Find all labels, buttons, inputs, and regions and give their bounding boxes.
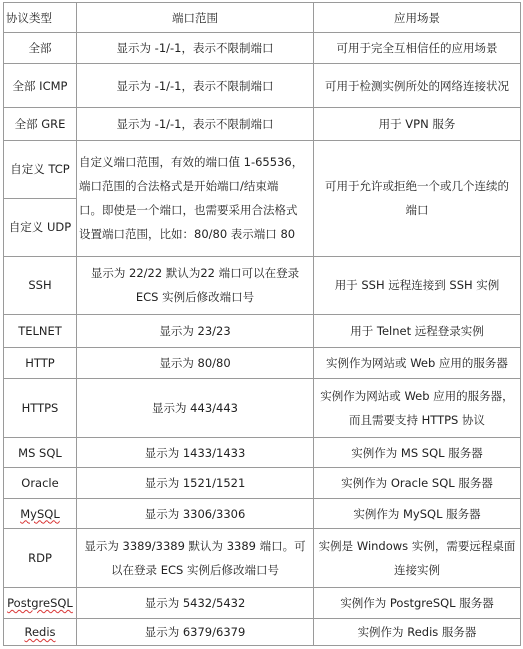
protocol-cell: HTTPS [4,379,77,438]
port-range-cell [77,529,314,588]
scenario-cell [314,379,521,438]
scenario-cell [314,140,521,256]
scenario-cell: 实例作为 Oracle SQL 服务器 [314,468,521,498]
protocol-cell: RDP [4,529,77,588]
protocol-cell: Oracle [4,468,77,498]
table-row [4,618,521,645]
protocol-cell: MySQL [4,498,77,528]
scenario-cell: 可用于完全互相信任的应用场景 [314,33,521,63]
protocol-cell: MS SQL [4,438,77,468]
port-range-line: 设置端口范围，比如：80/80 表示端口 80 [79,227,296,242]
scenario-line: 端口 [405,203,429,218]
table-row [4,347,521,378]
table-row [4,315,521,347]
port-range-line: 自定义端口范围，有效的端口值 1-65536， [79,155,304,170]
port-range-cell: 显示为 -1/-1，表示不限制端口 [77,33,314,63]
protocol-cell: HTTP [4,347,77,378]
table-row [4,498,521,528]
scenario-cell: 实例作为 MS SQL 服务器 [314,438,521,468]
scenario-line: 实例是 Windows 实例，需要远程桌面 [318,539,516,554]
port-range-line: 显示为 22/22 默认为22 端口可以在登录 [90,266,300,281]
table-row [4,140,521,198]
table-row [4,108,521,140]
port-range-cell: 显示为 6379/6379 [77,618,314,645]
port-range-line: 以在登录 ECS 实例后修改端口号 [111,563,279,578]
table-row [4,588,521,618]
scenario-line: 可用于允许或拒绝一个或几个连续的 [325,179,509,194]
table-row [4,529,521,588]
port-range-cell [77,256,314,315]
port-range-cell: 显示为 80/80 [77,347,314,378]
protocol-cell: 全部 GRE [4,108,77,140]
port-range-cell: 显示为 1521/1521 [77,468,314,498]
scenario-cell: 实例作为 MySQL 服务器 [314,498,521,528]
scenario-line: 连接实例 [394,563,440,578]
protocol-cell: 全部 ICMP [4,63,77,108]
header-port-range: 端口范围 [77,3,314,33]
port-range-cell: 显示为 443/443 [77,379,314,438]
scenario-cell: 实例作为 Redis 服务器 [314,618,521,645]
scenario-cell: 实例作为 PostgreSQL 服务器 [314,588,521,618]
port-range-cell: 显示为 -1/-1，表示不限制端口 [77,63,314,108]
protocol-cell: Redis [4,618,77,645]
protocol-cell: 自定义 UDP [4,198,77,256]
port-range-cell: 显示为 -1/-1，表示不限制端口 [77,108,314,140]
port-range-cell: 显示为 5432/5432 [77,588,314,618]
port-range-cell [77,140,314,256]
protocol-cell: SSH [4,256,77,315]
table-header-row [4,3,521,33]
security-group-ports-table [3,2,521,646]
scenario-cell: 用于 VPN 服务 [314,108,521,140]
table-row [4,256,521,315]
protocol-cell: 全部 [4,33,77,63]
scenario-cell: 实例作为网站或 Web 应用的服务器 [314,347,521,378]
header-scenario: 应用场景 [314,3,521,33]
protocol-cell: PostgreSQL [4,588,77,618]
port-range-cell: 显示为 3306/3306 [77,498,314,528]
table-row [4,33,521,63]
scenario-cell: 用于 Telnet 远程登录实例 [314,315,521,347]
port-range-line: 口。即使是一个端口，也需要采用合法格式 [79,203,298,218]
port-range-cell: 显示为 23/23 [77,315,314,347]
protocol-cell: TELNET [4,315,77,347]
scenario-cell: 可用于检测实例所处的网络连接状况 [314,63,521,108]
scenario-cell: 用于 SSH 远程连接到 SSH 实例 [314,256,521,315]
scenario-cell [314,529,521,588]
table-row [4,379,521,438]
table-row [4,468,521,498]
scenario-line: 实例作为网站或 Web 应用的服务器， [320,389,514,404]
table-row [4,438,521,468]
port-range-line: 显示为 3389/3389 默认为 3389 端口。可 [84,539,306,554]
scenario-line: 而且需要支持 HTTPS 协议 [348,413,486,428]
header-protocol: 协议类型 [4,3,77,33]
protocol-cell: 自定义 TCP [4,140,77,198]
port-range-line: ECS 实例后修改端口号 [135,290,255,305]
table-row [4,63,521,108]
port-range-cell: 显示为 1433/1433 [77,438,314,468]
port-range-line: 端口范围的合法格式是开始端口/结束端 [79,179,279,194]
